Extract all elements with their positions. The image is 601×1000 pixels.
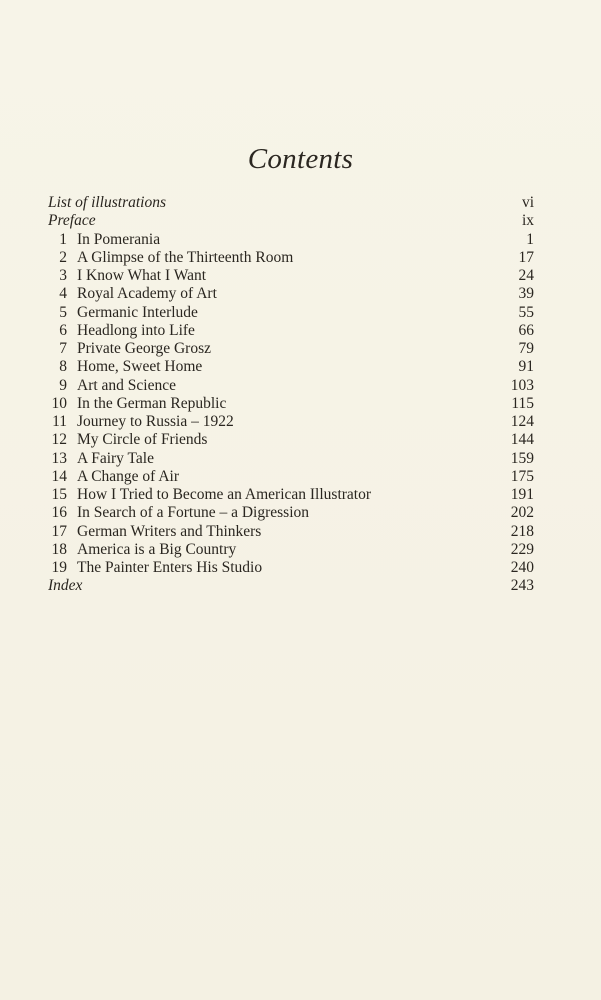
toc-entry bbox=[48, 395, 534, 413]
toc-entry bbox=[48, 377, 534, 395]
page-number: 1 bbox=[526, 230, 534, 248]
toc-entry bbox=[48, 358, 534, 376]
entry-title: In Search of a Fortune – a Digression bbox=[77, 504, 310, 522]
chapter-number: 1 bbox=[59, 230, 67, 248]
chapter-number: 6 bbox=[59, 321, 67, 339]
contents-heading: Contents bbox=[247, 143, 354, 175]
table-of-contents bbox=[48, 194, 534, 596]
page-number: 24 bbox=[518, 267, 534, 284]
page-number: 55 bbox=[518, 303, 534, 321]
chapter-number: 2 bbox=[59, 248, 67, 266]
page-number: 39 bbox=[518, 285, 534, 303]
page-number: 91 bbox=[518, 358, 534, 376]
entry-title: I Know What I Want bbox=[77, 267, 207, 284]
toc-entry bbox=[48, 212, 534, 230]
page-number: 191 bbox=[510, 486, 534, 503]
chapter-number: 5 bbox=[59, 303, 67, 321]
chapter-number: 17 bbox=[51, 522, 67, 540]
entry-title: Headlong into Life bbox=[77, 321, 195, 339]
entry-title: List of illustrations bbox=[48, 194, 167, 211]
toc-entry bbox=[48, 450, 534, 468]
toc-entry bbox=[48, 249, 534, 267]
toc-entry bbox=[48, 413, 534, 431]
entry-title: German Writers and Thinkers bbox=[77, 522, 262, 540]
page-number: 115 bbox=[511, 394, 534, 412]
page-number: 240 bbox=[510, 559, 534, 576]
page-number: 124 bbox=[510, 413, 534, 430]
toc-entry bbox=[48, 523, 534, 541]
chapter-number: 3 bbox=[59, 267, 67, 284]
entry-title: In the German Republic bbox=[77, 394, 227, 412]
toc-entry bbox=[48, 231, 534, 249]
entry-title: In Pomerania bbox=[77, 230, 161, 248]
chapter-number: 19 bbox=[51, 559, 67, 576]
chapter-number: 9 bbox=[59, 376, 67, 394]
entry-title: Art and Science bbox=[77, 376, 176, 394]
toc-entry bbox=[48, 194, 534, 212]
page-number: 202 bbox=[510, 504, 534, 522]
entry-title: The Painter Enters His Studio bbox=[77, 559, 263, 576]
chapter-number: 14 bbox=[51, 467, 67, 485]
page-number: 229 bbox=[510, 540, 534, 558]
toc-entry bbox=[48, 267, 534, 285]
chapter-number: 10 bbox=[51, 394, 67, 412]
toc-entry bbox=[48, 541, 534, 559]
entry-title: America is a Big Country bbox=[77, 540, 237, 558]
chapter-number: 18 bbox=[51, 540, 67, 558]
page-number: 243 bbox=[510, 577, 534, 595]
page-number: 159 bbox=[510, 449, 534, 467]
entry-title: Private George Grosz bbox=[77, 340, 212, 357]
page-number: vi bbox=[521, 194, 534, 211]
page-number: 17 bbox=[518, 248, 534, 266]
toc-entry bbox=[48, 285, 534, 303]
chapter-number: 16 bbox=[51, 504, 67, 522]
page-number: ix bbox=[521, 212, 534, 230]
toc-entry bbox=[48, 504, 534, 522]
chapter-number: 11 bbox=[52, 413, 67, 430]
toc-entry bbox=[48, 468, 534, 486]
toc-entry bbox=[48, 486, 534, 504]
entry-title: Home, Sweet Home bbox=[77, 358, 203, 376]
chapter-number: 8 bbox=[59, 358, 67, 376]
entry-title: Preface bbox=[48, 212, 96, 230]
toc-entry bbox=[48, 577, 534, 595]
chapter-number: 15 bbox=[51, 486, 67, 503]
entry-title: A Glimpse of the Thirteenth Room bbox=[77, 248, 294, 266]
entry-title: How I Tried to Become an American Illustrator bbox=[77, 486, 372, 503]
chapter-number: 13 bbox=[51, 449, 67, 467]
toc-entry bbox=[48, 304, 534, 322]
page-number: 79 bbox=[518, 340, 534, 357]
page-number: 218 bbox=[510, 522, 534, 540]
toc-entry bbox=[48, 340, 534, 358]
chapter-number: 7 bbox=[59, 340, 67, 357]
entry-title: Royal Academy of Art bbox=[77, 285, 217, 303]
toc-entry bbox=[48, 322, 534, 340]
entry-title: Index bbox=[48, 577, 83, 595]
entry-title: A Change of Air bbox=[77, 467, 180, 485]
chapter-number: 12 bbox=[51, 431, 67, 449]
toc-entry bbox=[48, 559, 534, 577]
entry-title: Germanic Interlude bbox=[77, 303, 198, 321]
page-number: 103 bbox=[510, 376, 534, 394]
page-number: 175 bbox=[510, 467, 534, 485]
toc-entry bbox=[48, 431, 534, 449]
entry-title: Journey to Russia – 1922 bbox=[77, 413, 234, 430]
chapter-number: 4 bbox=[59, 285, 67, 303]
entry-title: A Fairy Tale bbox=[77, 449, 154, 467]
entry-title: My Circle of Friends bbox=[77, 431, 208, 449]
page-number: 66 bbox=[518, 321, 534, 339]
page-number: 144 bbox=[510, 431, 534, 449]
